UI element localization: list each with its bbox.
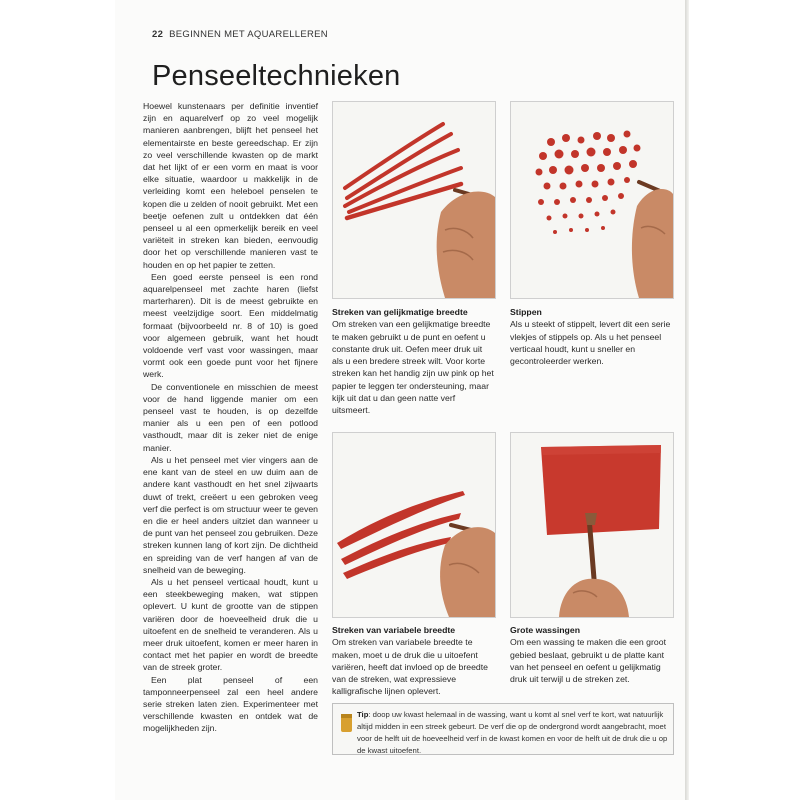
photo-even-strokes [332, 101, 496, 299]
caption-heading: Streken van gelijkmatige breedte [332, 307, 468, 317]
tip-label: Tip [357, 710, 369, 719]
page-edge [685, 0, 689, 800]
caption-text: Om streken van een gelijkmatige breedte te maken gebruikt u de punt en oefent u constante druk uit. Oefen meer druk uit als u een bredere streek wilt. Voor korte streken kan het handig zijn uw pink op het papier te leggen ter ondersteuning, maar kijk uit dat u dan geen natte verf uitsmeert. [332, 319, 494, 416]
body-text [143, 100, 318, 735]
tip-text [357, 709, 669, 757]
caption-large-wash [510, 624, 672, 685]
caption-heading: Stippen [510, 307, 542, 317]
body-paragraph: Als u het penseel met vier vingers aan de ene kant van de steel en uw duim aan de andere kant vasthoudt en het snel zijwaarts duwt of trekt, creëert u een gebroken veeg verf die perfect is om structuur weer te geven en die er heel anders uitziet dan wanneer u de punt van het penseel zou gebruiken. Deze streken kunnen lang of kort zijn. De dichtheid en spreiding van de verf hangen af van de snelheid van de beweging. [143, 454, 318, 575]
photo-large-wash [510, 432, 674, 618]
paint-tube-icon [340, 712, 353, 734]
tip-box [332, 703, 674, 755]
caption-text: Om een wassing te maken die een groot gebied beslaat, gebruikt u de platte kant van het penseel en oefent u gelijkmatig druk uit terwijl u de streken zet. [510, 637, 666, 685]
photo-dots [510, 101, 674, 299]
caption-even-strokes [332, 306, 494, 417]
page-title: Penseeltechnieken [152, 60, 401, 92]
caption-text: Om streken van variabele breedte te maken, moet u de druk die u uitoefent variëren, heeft dat invloed op de breedte van de streken, wat expressieve kalligrafische lijnen oplevert. [332, 637, 489, 697]
caption-heading: Streken van variabele breedte [332, 625, 456, 635]
body-paragraph: Een plat penseel of een tamponneerpenseel zal een heel andere serie streken laten zien. Experimenteer met verschillende kwasten en ontdek wat de mogelijkheden zijn. [143, 674, 318, 734]
caption-heading: Grote wassingen [510, 625, 581, 635]
section-title: BEGINNEN MET AQUARELLEREN [169, 29, 328, 40]
page-number: 22 [152, 29, 164, 40]
caption-text: Als u steekt of stippelt, levert dit een serie vlekjes of stippels op. Als u het penseel verticaal houdt, kunt u sneller en gecontroleerder werken. [510, 319, 671, 367]
body-paragraph: Als u het penseel verticaal houdt, kunt u een steekbeweging maken, wat stippen oplevert. U kunt de grootte van de stippen variëren door de hoeveelheid druk die u uitoefent en de snelheid te veranderen. Als u meer druk uitoefent, komen er meer haren in contact met het papier en wordt de breedte van de streek groter. [143, 576, 318, 673]
body-paragraph: Een goed eerste penseel is een rond aquarelpenseel met zachte haren (liefst marterharen). Dit is de meest gebruikte en meest veelzijdige soort. Een middelmatig formaat (bijvoorbeeld nr. 8 of 10) is goed voor algemeen gebruik, want het houdt voldoende verf vast voor wassingen, maar vormt ook een goede punt voor het fijnere werk. [143, 271, 318, 380]
caption-dots [510, 306, 672, 367]
tip-body: : doop uw kwast helemaal in de wassing, want u komt al snel verf te kort, wat natuurlijk altijd midden in een streek gebeurt. De verf die op de ondergrond wordt aangebracht, moet voor de helft uit de hoeveelheid verf in de kwast komen en voor de helft uit de druk die u op de kwast uitoefent. [357, 710, 668, 755]
running-head [152, 29, 328, 40]
photo-variable-strokes [332, 432, 496, 618]
caption-variable-strokes [332, 624, 494, 698]
body-paragraph: De conventionele en misschien de meest voor de hand liggende manier om een penseel vast te houden, is op dezelfde manier als u een pen of een potlood vasthoudt, maar dit is zeker niet de enige manier. [143, 381, 318, 453]
body-paragraph: Hoewel kunstenaars per definitie inventief zijn en aquarelverf op zo veel mogelijk manieren aanbrengen, blijft het penseel het elementairste en beste gereedschap. Er zijn zo veel verschillende kwasten op de markt dat het lijkt of er een vorm en maat is voor elke situatie, waardoor u makkelijk in de verleiding komt een heleboel penselen te kopen die u zelden of nooit gebruikt. Met een beetje oefenen zult u ontdekken dat één penseel u al een opmerkelijk bereik en veel variëteit in streken kan bieden, eenvoudig door het op verschillende manieren vast te houden en op het papier te zetten. [143, 101, 318, 270]
